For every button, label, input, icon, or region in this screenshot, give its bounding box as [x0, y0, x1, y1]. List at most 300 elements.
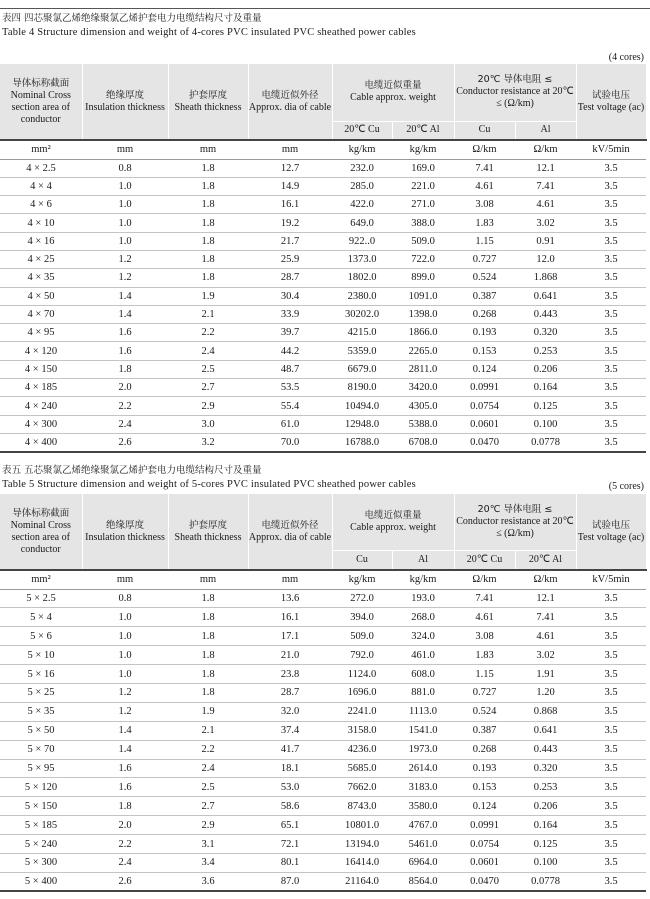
cell-insulation: 1.2 [82, 269, 168, 287]
cell-insulation: 1.6 [82, 778, 168, 797]
cell-weight-al: 722.0 [392, 250, 454, 268]
cell-resistance-al: 12.1 [515, 159, 576, 177]
unit-conductor-section: mm² [0, 140, 82, 159]
cell-sheath: 2.5 [168, 778, 248, 797]
header-weight-cu: Cu [332, 550, 392, 570]
cell-conductor-section: 4 × 50 [0, 287, 82, 305]
cell-insulation: 2.0 [82, 816, 168, 835]
header-resist-al: Al [515, 121, 576, 140]
cell-insulation: 1.4 [82, 740, 168, 759]
table-row [0, 816, 646, 835]
cell-diameter: 16.1 [248, 608, 332, 627]
cell-resistance-cu: 3.08 [454, 196, 515, 214]
cell-test-voltage: 3.5 [576, 415, 646, 433]
cell-insulation: 0.8 [82, 159, 168, 177]
cell-insulation: 2.6 [82, 433, 168, 451]
cell-weight-cu: 8743.0 [332, 797, 392, 816]
cell-sheath: 1.8 [168, 269, 248, 287]
cell-insulation: 1.0 [82, 214, 168, 232]
cell-resistance-al: 3.02 [515, 646, 576, 665]
cell-conductor-section: 5 × 50 [0, 721, 82, 740]
cell-sheath: 2.7 [168, 797, 248, 816]
cell-resistance-al: 7.41 [515, 177, 576, 195]
cell-conductor-section: 4 × 10 [0, 214, 82, 232]
cell-test-voltage: 3.5 [576, 740, 646, 759]
cell-conductor-section: 5 × 16 [0, 665, 82, 684]
cell-sheath: 1.8 [168, 589, 248, 608]
cell-sheath: 3.4 [168, 853, 248, 872]
unit-insulation: mm [82, 140, 168, 159]
unit-test-voltage: kV/5min [576, 570, 646, 589]
cell-weight-cu: 5359.0 [332, 342, 392, 360]
cell-insulation: 1.0 [82, 627, 168, 646]
cell-sheath: 1.8 [168, 159, 248, 177]
unit-test-voltage: kV/5min [576, 140, 646, 159]
cell-weight-al: 3420.0 [392, 379, 454, 397]
cell-resistance-al: 0.443 [515, 740, 576, 759]
cell-test-voltage: 3.5 [576, 342, 646, 360]
cell-resistance-al: 4.61 [515, 627, 576, 646]
cell-test-voltage: 3.5 [576, 608, 646, 627]
table-row [0, 665, 646, 684]
table-row [0, 759, 646, 778]
cell-test-voltage: 3.5 [576, 159, 646, 177]
cell-resistance-al: 0.164 [515, 816, 576, 835]
cell-conductor-section: 5 × 6 [0, 627, 82, 646]
cell-weight-cu: 1373.0 [332, 250, 392, 268]
cell-resistance-al: 0.320 [515, 324, 576, 342]
cell-resistance-al: 0.0778 [515, 433, 576, 451]
cell-resistance-al: 0.206 [515, 797, 576, 816]
cell-insulation: 1.4 [82, 305, 168, 323]
table-row [0, 721, 646, 740]
cell-test-voltage: 3.5 [576, 196, 646, 214]
cell-conductor-section: 5 × 400 [0, 872, 82, 891]
header-weight-cu: 20℃ Cu [332, 121, 392, 140]
cell-test-voltage: 3.5 [576, 589, 646, 608]
cell-weight-al: 8564.0 [392, 872, 454, 891]
cell-weight-al: 3183.0 [392, 778, 454, 797]
cell-sheath: 2.4 [168, 342, 248, 360]
cell-sheath: 1.8 [168, 196, 248, 214]
cell-test-voltage: 3.5 [576, 665, 646, 684]
cell-weight-al: 1398.0 [392, 305, 454, 323]
cell-weight-cu: 792.0 [332, 646, 392, 665]
cell-weight-al: 324.0 [392, 627, 454, 646]
header-sheath-thickness: 护套厚度 Sheath thickness [168, 494, 248, 570]
cell-diameter: 28.7 [248, 683, 332, 702]
cell-weight-al: 5461.0 [392, 835, 454, 854]
unit-weight-cu: kg/km [332, 570, 392, 589]
table-row [0, 797, 646, 816]
page-top-rule [0, 8, 650, 9]
cell-test-voltage: 3.5 [576, 627, 646, 646]
cell-resistance-cu: 0.268 [454, 305, 515, 323]
cell-diameter: 44.2 [248, 342, 332, 360]
cell-test-voltage: 3.5 [576, 721, 646, 740]
cell-insulation: 2.2 [82, 835, 168, 854]
cell-weight-cu: 285.0 [332, 177, 392, 195]
cell-conductor-section: 5 × 240 [0, 835, 82, 854]
cell-resistance-al: 0.253 [515, 342, 576, 360]
table-row [0, 250, 646, 268]
header-insulation-thickness: 绝缘厚度 Insulation thickness [82, 494, 168, 570]
cell-weight-cu: 232.0 [332, 159, 392, 177]
table-row [0, 360, 646, 378]
cell-sheath: 1.8 [168, 646, 248, 665]
cell-weight-cu: 16788.0 [332, 433, 392, 451]
cell-sheath: 1.8 [168, 232, 248, 250]
cell-weight-cu: 394.0 [332, 608, 392, 627]
cell-resistance-al: 0.443 [515, 305, 576, 323]
cell-conductor-section: 4 × 2.5 [0, 159, 82, 177]
cell-resistance-al: 0.100 [515, 853, 576, 872]
cell-test-voltage: 3.5 [576, 397, 646, 415]
cell-diameter: 87.0 [248, 872, 332, 891]
cell-test-voltage: 3.5 [576, 646, 646, 665]
cell-resistance-cu: 0.153 [454, 778, 515, 797]
cell-test-voltage: 3.5 [576, 177, 646, 195]
cell-sheath: 2.1 [168, 305, 248, 323]
cell-weight-cu: 272.0 [332, 589, 392, 608]
units-row [0, 570, 646, 589]
table-row [0, 872, 646, 891]
cell-insulation: 1.2 [82, 683, 168, 702]
cell-diameter: 37.4 [248, 721, 332, 740]
cell-conductor-section: 4 × 70 [0, 305, 82, 323]
cell-weight-al: 1091.0 [392, 287, 454, 305]
cell-sheath: 1.8 [168, 177, 248, 195]
cell-weight-cu: 422.0 [332, 196, 392, 214]
cell-test-voltage: 3.5 [576, 305, 646, 323]
cell-conductor-section: 5 × 120 [0, 778, 82, 797]
cell-conductor-section: 5 × 35 [0, 702, 82, 721]
cell-weight-al: 271.0 [392, 196, 454, 214]
cell-resistance-cu: 0.193 [454, 324, 515, 342]
cell-insulation: 1.6 [82, 759, 168, 778]
cell-diameter: 61.0 [248, 415, 332, 433]
cell-test-voltage: 3.5 [576, 379, 646, 397]
header-weight-al: 20℃ Al [392, 121, 454, 140]
cell-weight-cu: 10801.0 [332, 816, 392, 835]
cell-resistance-al: 0.100 [515, 415, 576, 433]
cell-resistance-cu: 0.0601 [454, 415, 515, 433]
cell-test-voltage: 3.5 [576, 797, 646, 816]
header-resist-cu: Cu [454, 121, 515, 140]
cell-weight-cu: 1124.0 [332, 665, 392, 684]
cell-insulation: 1.6 [82, 324, 168, 342]
cell-resistance-al: 12.0 [515, 250, 576, 268]
cell-conductor-section: 5 × 300 [0, 853, 82, 872]
cell-sheath: 2.9 [168, 816, 248, 835]
unit-weight-al: kg/km [392, 570, 454, 589]
cell-diameter: 21.7 [248, 232, 332, 250]
cell-diameter: 23.8 [248, 665, 332, 684]
unit-diameter: mm [248, 570, 332, 589]
table-row [0, 177, 646, 195]
cell-resistance-al: 0.164 [515, 379, 576, 397]
cell-resistance-cu: 0.0601 [454, 853, 515, 872]
cell-weight-al: 461.0 [392, 646, 454, 665]
table-row [0, 269, 646, 287]
cell-sheath: 1.9 [168, 702, 248, 721]
cell-insulation: 1.0 [82, 232, 168, 250]
cell-diameter: 48.7 [248, 360, 332, 378]
cell-sheath: 1.8 [168, 608, 248, 627]
cell-resistance-al: 12.1 [515, 589, 576, 608]
cell-resistance-al: 0.0778 [515, 872, 576, 891]
table4-caption-en [2, 27, 416, 39]
table-row [0, 608, 646, 627]
table-row [0, 324, 646, 342]
unit-weight-cu: kg/km [332, 140, 392, 159]
cell-sheath: 3.6 [168, 872, 248, 891]
cell-resistance-cu: 3.08 [454, 627, 515, 646]
cell-weight-al: 1541.0 [392, 721, 454, 740]
table-row [0, 305, 646, 323]
cell-diameter: 16.1 [248, 196, 332, 214]
cell-resistance-cu: 0.124 [454, 797, 515, 816]
cell-diameter: 13.6 [248, 589, 332, 608]
table-row [0, 397, 646, 415]
cell-conductor-section: 5 × 70 [0, 740, 82, 759]
header-cable-weight: 电缆近似重量 Cable approx. weight [332, 494, 454, 550]
cell-weight-cu: 1802.0 [332, 269, 392, 287]
header-sheath-thickness: 护套厚度 Sheath thickness [168, 64, 248, 140]
cell-resistance-al: 0.641 [515, 287, 576, 305]
cell-conductor-section: 4 × 400 [0, 433, 82, 451]
table-row [0, 702, 646, 721]
table-row [0, 627, 646, 646]
cell-resistance-al: 1.20 [515, 683, 576, 702]
cell-conductor-section: 5 × 4 [0, 608, 82, 627]
cell-weight-cu: 2241.0 [332, 702, 392, 721]
header-cable-weight: 电缆近似重量 Cable approx. weight [332, 64, 454, 121]
table-row [0, 740, 646, 759]
cell-weight-cu: 6679.0 [332, 360, 392, 378]
table-row [0, 778, 646, 797]
cell-test-voltage: 3.5 [576, 683, 646, 702]
cell-diameter: 25.9 [248, 250, 332, 268]
unit-conductor-section: mm² [0, 570, 82, 589]
cell-weight-cu: 5685.0 [332, 759, 392, 778]
cell-sheath: 3.0 [168, 415, 248, 433]
cell-sheath: 3.1 [168, 835, 248, 854]
unit-sheath: mm [168, 570, 248, 589]
cell-conductor-section: 4 × 4 [0, 177, 82, 195]
cell-weight-al: 169.0 [392, 159, 454, 177]
cell-resistance-cu: 0.524 [454, 269, 515, 287]
cell-test-voltage: 3.5 [576, 778, 646, 797]
cell-diameter: 80.1 [248, 853, 332, 872]
cell-resistance-cu: 0.0470 [454, 872, 515, 891]
cell-weight-cu: 1696.0 [332, 683, 392, 702]
table-row [0, 589, 646, 608]
cell-insulation: 1.0 [82, 196, 168, 214]
cell-weight-al: 221.0 [392, 177, 454, 195]
cell-test-voltage: 3.5 [576, 250, 646, 268]
header-resist-al: 20℃ Al [515, 550, 576, 570]
cell-sheath: 2.2 [168, 324, 248, 342]
cell-sheath: 1.8 [168, 665, 248, 684]
cell-weight-al: 2265.0 [392, 342, 454, 360]
cell-conductor-section: 5 × 25 [0, 683, 82, 702]
cell-weight-al: 6708.0 [392, 433, 454, 451]
cell-conductor-section: 5 × 150 [0, 797, 82, 816]
cell-diameter: 12.7 [248, 159, 332, 177]
cell-resistance-cu: 0.0991 [454, 379, 515, 397]
cell-weight-al: 193.0 [392, 589, 454, 608]
cell-resistance-cu: 0.0991 [454, 816, 515, 835]
cell-weight-cu: 3158.0 [332, 721, 392, 740]
unit-resistance-al: Ω/km [515, 140, 576, 159]
table-row [0, 342, 646, 360]
cell-weight-al: 509.0 [392, 232, 454, 250]
cell-insulation: 0.8 [82, 589, 168, 608]
header-resist-cu: 20℃ Cu [454, 550, 515, 570]
cell-diameter: 21.0 [248, 646, 332, 665]
cell-test-voltage: 3.5 [576, 324, 646, 342]
cell-weight-cu: 4215.0 [332, 324, 392, 342]
cell-weight-cu: 10494.0 [332, 397, 392, 415]
cell-conductor-section: 4 × 95 [0, 324, 82, 342]
header-insulation-thickness: 绝缘厚度 Insulation thickness [82, 64, 168, 140]
table5-caption-zh [2, 465, 262, 477]
table-row [0, 853, 646, 872]
cell-diameter: 41.7 [248, 740, 332, 759]
cell-resistance-al: 0.125 [515, 397, 576, 415]
cell-diameter: 30.4 [248, 287, 332, 305]
cell-diameter: 55.4 [248, 397, 332, 415]
table4-title-zh: 表四 四芯聚氯乙烯绝缘聚氯乙烯护套电力电缆结构尺寸及重量 [2, 13, 262, 24]
units-row [0, 140, 646, 159]
cell-diameter: 19.2 [248, 214, 332, 232]
table-row [0, 646, 646, 665]
cell-weight-cu: 12948.0 [332, 415, 392, 433]
cell-weight-al: 2614.0 [392, 759, 454, 778]
cell-resistance-cu: 0.524 [454, 702, 515, 721]
cell-weight-al: 899.0 [392, 269, 454, 287]
cell-insulation: 1.8 [82, 797, 168, 816]
cell-resistance-cu: 0.0470 [454, 433, 515, 451]
cell-resistance-cu: 4.61 [454, 177, 515, 195]
table-row [0, 159, 646, 177]
table-row [0, 379, 646, 397]
cell-conductor-section: 5 × 95 [0, 759, 82, 778]
unit-weight-al: kg/km [392, 140, 454, 159]
cell-resistance-al: 0.868 [515, 702, 576, 721]
cell-diameter: 39.7 [248, 324, 332, 342]
cell-resistance-al: 1.91 [515, 665, 576, 684]
cell-resistance-cu: 1.83 [454, 646, 515, 665]
cell-insulation: 1.0 [82, 177, 168, 195]
cell-conductor-section: 4 × 185 [0, 379, 82, 397]
cell-weight-al: 268.0 [392, 608, 454, 627]
cell-test-voltage: 3.5 [576, 816, 646, 835]
table-row [0, 415, 646, 433]
cell-resistance-cu: 1.83 [454, 214, 515, 232]
cell-diameter: 72.1 [248, 835, 332, 854]
table-row [0, 214, 646, 232]
cell-insulation: 1.6 [82, 342, 168, 360]
cell-diameter: 18.1 [248, 759, 332, 778]
cell-conductor-section: 4 × 6 [0, 196, 82, 214]
cell-resistance-al: 4.61 [515, 196, 576, 214]
cell-test-voltage: 3.5 [576, 287, 646, 305]
cell-diameter: 14.9 [248, 177, 332, 195]
table4-caption-zh [2, 13, 262, 25]
table5 [0, 494, 647, 892]
header-conductor-section: 导体标称截面 Nominal Cross section area of conductor [0, 494, 82, 570]
cell-weight-cu: 21164.0 [332, 872, 392, 891]
table5-title-en: Table 5 Structure dimension and weight of 5-cores PVC insulated PVC sheathed power cables [2, 479, 416, 490]
cell-resistance-al: 0.641 [515, 721, 576, 740]
cell-resistance-cu: 0.268 [454, 740, 515, 759]
header-conductor-resistance: 20℃ 导体电阻 ≤ Conductor resistance at 20℃ ≤ (Ω/km) [454, 64, 576, 121]
cell-insulation: 1.0 [82, 665, 168, 684]
cell-sheath: 1.8 [168, 250, 248, 268]
cell-weight-cu: 7662.0 [332, 778, 392, 797]
unit-resistance-cu: Ω/km [454, 140, 515, 159]
cell-diameter: 70.0 [248, 433, 332, 451]
cell-test-voltage: 3.5 [576, 835, 646, 854]
cell-weight-al: 1973.0 [392, 740, 454, 759]
cell-diameter: 53.5 [248, 379, 332, 397]
cell-insulation: 2.2 [82, 397, 168, 415]
header-conductor-resistance: 20℃ 导体电阻 ≤ Conductor resistance at 20℃ ≤ (Ω/km) [454, 494, 576, 550]
table-row [0, 287, 646, 305]
cell-resistance-cu: 1.15 [454, 232, 515, 250]
header-approx-diameter: 电缆近似外径 Approx. dia of cable [248, 64, 332, 140]
cell-weight-cu: 16414.0 [332, 853, 392, 872]
header-weight-al: Al [392, 550, 454, 570]
cell-conductor-section: 4 × 25 [0, 250, 82, 268]
cell-conductor-section: 5 × 185 [0, 816, 82, 835]
cell-insulation: 1.2 [82, 250, 168, 268]
cell-resistance-cu: 0.387 [454, 287, 515, 305]
cell-weight-cu: 8190.0 [332, 379, 392, 397]
cell-test-voltage: 3.5 [576, 872, 646, 891]
cell-resistance-cu: 0.0754 [454, 835, 515, 854]
cell-test-voltage: 3.5 [576, 214, 646, 232]
cell-test-voltage: 3.5 [576, 759, 646, 778]
header-conductor-section: 导体标称截面 Nominal Cross section area of conductor [0, 64, 82, 140]
cell-resistance-cu: 0.727 [454, 683, 515, 702]
cell-test-voltage: 3.5 [576, 360, 646, 378]
cell-weight-al: 2811.0 [392, 360, 454, 378]
cell-resistance-al: 0.320 [515, 759, 576, 778]
cell-sheath: 1.8 [168, 214, 248, 232]
cell-weight-al: 881.0 [392, 683, 454, 702]
cell-resistance-cu: 0.124 [454, 360, 515, 378]
cell-test-voltage: 3.5 [576, 269, 646, 287]
cell-insulation: 1.8 [82, 360, 168, 378]
table4 [0, 64, 647, 453]
cell-resistance-al: 1.868 [515, 269, 576, 287]
cell-weight-al: 6964.0 [392, 853, 454, 872]
table4-cores-note: (4 cores) [608, 52, 644, 63]
cell-test-voltage: 3.5 [576, 433, 646, 451]
cell-conductor-section: 4 × 16 [0, 232, 82, 250]
cell-resistance-al: 0.91 [515, 232, 576, 250]
cell-insulation: 2.4 [82, 415, 168, 433]
cell-insulation: 1.4 [82, 721, 168, 740]
unit-resistance-al: Ω/km [515, 570, 576, 589]
cell-diameter: 32.0 [248, 702, 332, 721]
cell-resistance-cu: 0.153 [454, 342, 515, 360]
cell-weight-cu: 649.0 [332, 214, 392, 232]
cell-weight-cu: 30202.0 [332, 305, 392, 323]
